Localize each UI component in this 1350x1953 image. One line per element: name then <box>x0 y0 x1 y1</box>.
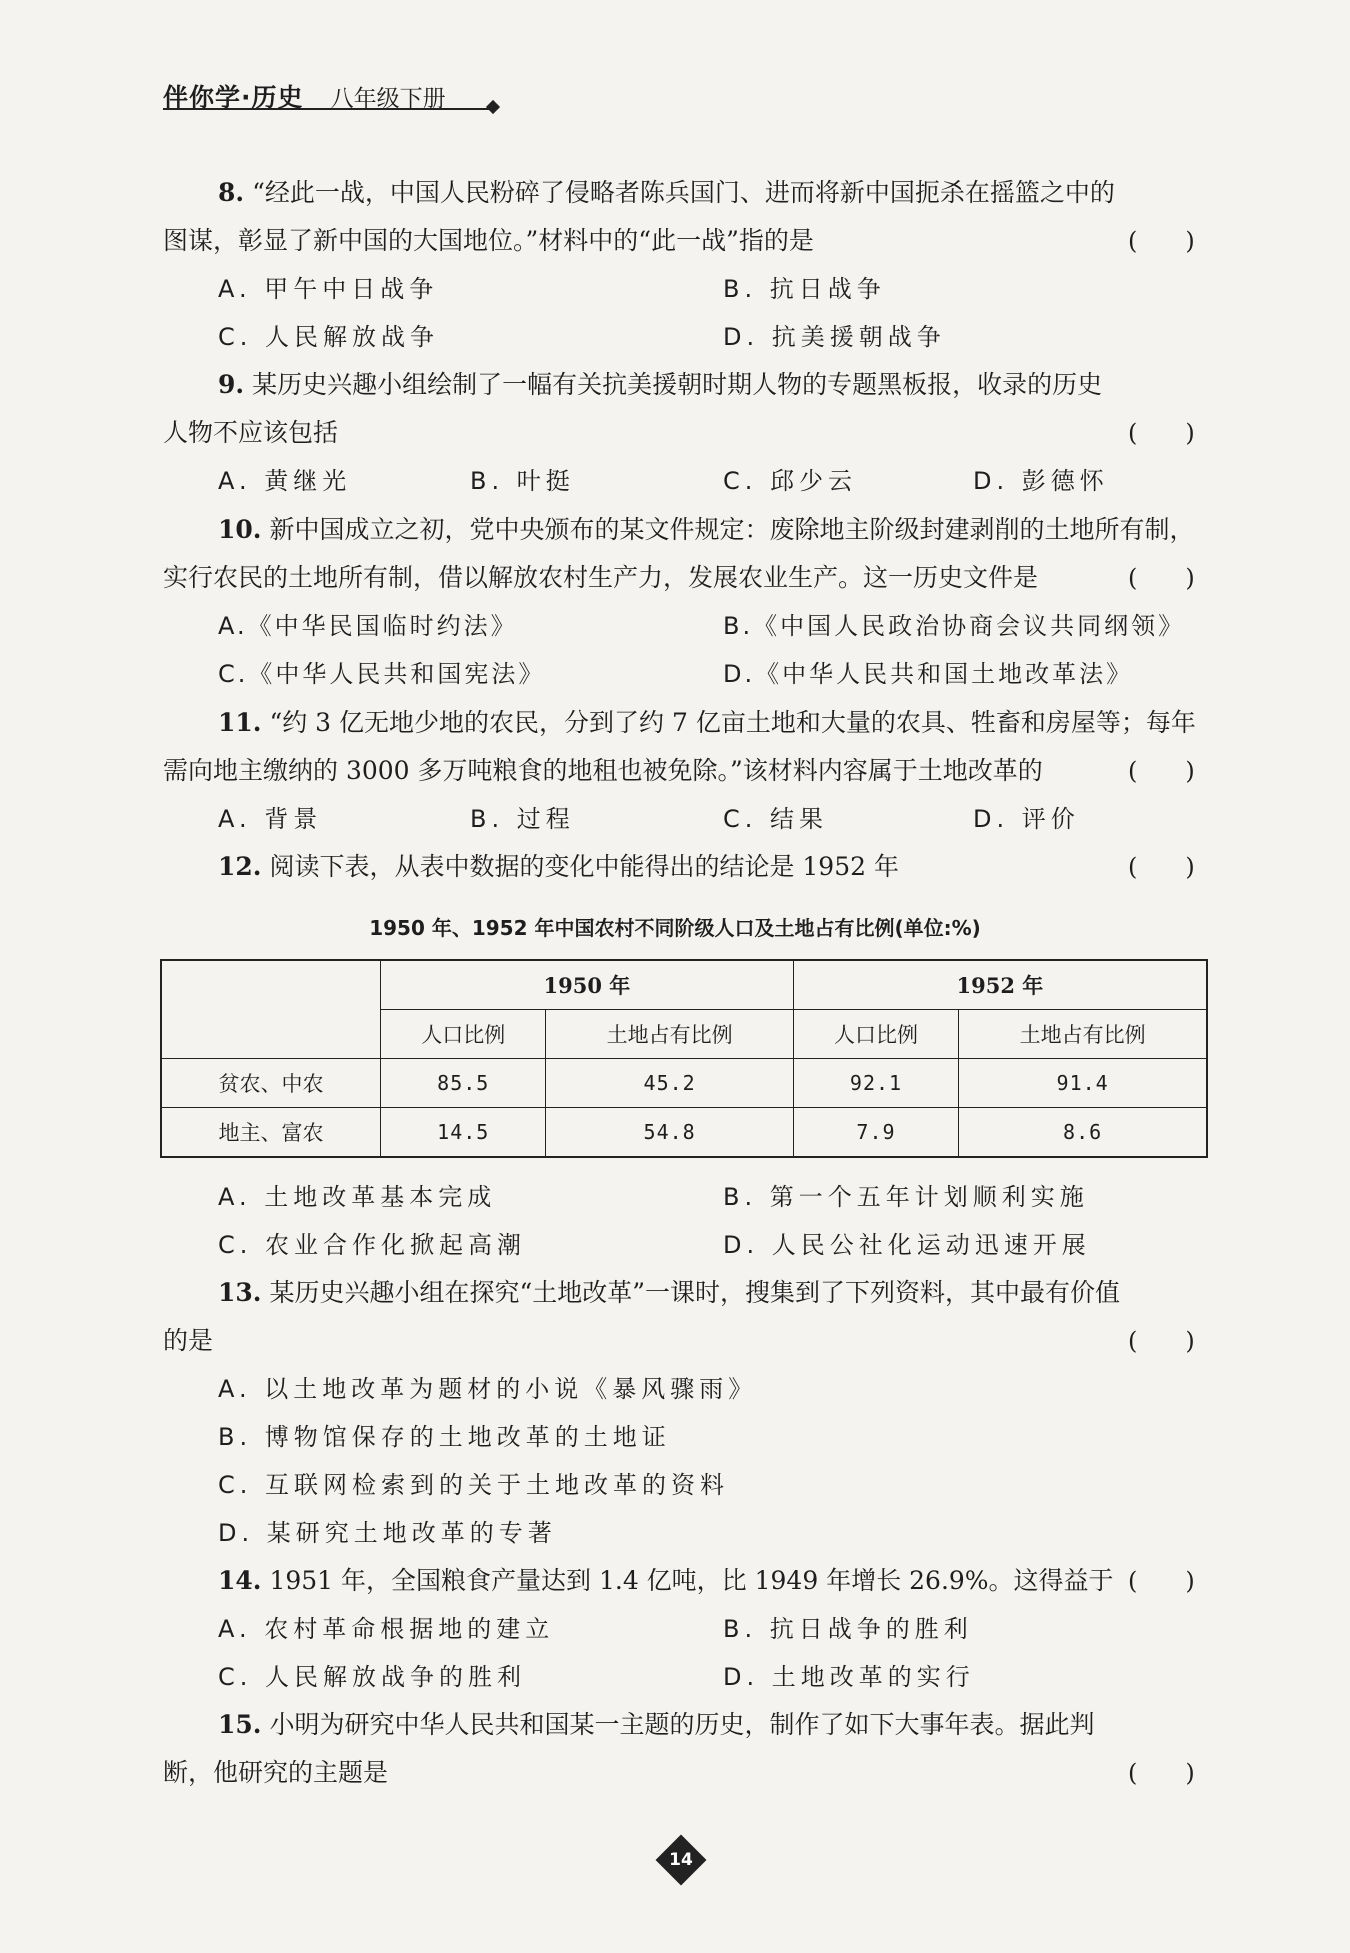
option-13a[interactable]: A. 以土地改革为题材的小说《暴风骤雨》 <box>218 1375 758 1403</box>
question-11-line-1: 11. “约 3 亿无地少地的农民，分到了约 7 亿亩土地和大量的农具、牲畜和房屋等；每年 <box>218 708 1196 737</box>
question-15-line-2: 断，他研究的主题是 <box>163 1758 389 1787</box>
option-10a[interactable]: A.《中华民国临时约法》 <box>218 612 518 640</box>
table-year-header-1950: 1950 年 <box>381 960 794 1010</box>
table-cell: 91.4 <box>959 1059 1207 1108</box>
page-header <box>163 78 446 112</box>
table-row-label: 地主、富农 <box>161 1108 381 1158</box>
answer-blank-10[interactable]: ( ) <box>1128 564 1195 592</box>
option-10b[interactable]: B.《中国人民政治协商会议共同纲领》 <box>723 612 1186 640</box>
option-11b[interactable]: B. 过程 <box>470 805 575 833</box>
answer-blank-15[interactable]: ( ) <box>1128 1759 1195 1787</box>
question-12-line-1: 12. 阅读下表，从表中数据的变化中能得出的结论是 1952 年 <box>218 852 899 881</box>
question-8-line-1: 8. “经此一战，中国人民粉碎了侵略者陈兵国门、进而将新中国扼杀在摇篮之中的 <box>218 178 1115 207</box>
option-10c[interactable]: C.《中华人民共和国宪法》 <box>218 660 546 688</box>
land-ownership-table <box>160 959 1208 1158</box>
table-year-header-1952: 1952 年 <box>793 960 1207 1010</box>
option-14d[interactable]: D. 土地改革的实行 <box>723 1663 975 1691</box>
answer-blank-12[interactable]: ( ) <box>1128 853 1195 881</box>
option-14b[interactable]: B. 抗日战争的胜利 <box>723 1615 973 1643</box>
option-13d[interactable]: D. 某研究土地改革的专著 <box>218 1519 557 1547</box>
page-number: 14 <box>669 1850 693 1870</box>
option-12b[interactable]: B. 第一个五年计划顺利实施 <box>723 1183 1089 1211</box>
option-11d[interactable]: D. 评价 <box>973 805 1080 833</box>
option-12c[interactable]: C. 农业合作化掀起高潮 <box>218 1231 527 1259</box>
question-14-line-1: 14. 1951 年，全国粮食产量达到 1.4 亿吨，比 1949 年增长 26.9%。这得益于 <box>218 1566 1114 1595</box>
table-cell: 14.5 <box>381 1108 546 1158</box>
table-cell: 54.8 <box>546 1108 793 1158</box>
question-8-line-2: 图谋，彰显了新中国的大国地位。”材料中的“此一战”指的是 <box>163 226 814 255</box>
question-11-line-2: 需向地主缴纳的 3000 多万吨粮食的地租也被免除。”该材料内容属于土地改革的 <box>163 756 1043 785</box>
option-8b[interactable]: B. 抗日战争 <box>723 275 886 303</box>
option-10d[interactable]: D.《中华人民共和国土地改革法》 <box>723 660 1134 688</box>
option-9a[interactable]: A. 黄继光 <box>218 467 352 495</box>
option-11c[interactable]: C. 结果 <box>723 805 829 833</box>
table-subheader: 土地占有比例 <box>959 1010 1207 1059</box>
table-cell: 92.1 <box>793 1059 958 1108</box>
answer-blank-9[interactable]: ( ) <box>1128 419 1195 447</box>
option-13b[interactable]: B. 博物馆保存的土地改革的土地证 <box>218 1423 671 1451</box>
table-subheader: 人口比例 <box>793 1010 958 1059</box>
option-8c[interactable]: C. 人民解放战争 <box>218 323 440 351</box>
question-9-line-2: 人物不应该包括 <box>163 418 339 447</box>
header-diamond-icon <box>486 100 500 114</box>
table-cell: 45.2 <box>546 1059 793 1108</box>
option-9c[interactable]: C. 邱少云 <box>723 467 858 495</box>
option-11a[interactable]: A. 背景 <box>218 805 323 833</box>
table-row <box>161 1108 1207 1158</box>
option-12a[interactable]: A. 土地改革基本完成 <box>218 1183 497 1211</box>
option-14a[interactable]: A. 农村革命根据地的建立 <box>218 1615 555 1643</box>
question-10-line-2: 实行农民的土地所有制，借以解放农村生产力，发展农业生产。这一历史文件是 <box>163 563 1039 592</box>
question-15-line-1: 15. 小明为研究中华人民共和国某一主题的历史，制作了如下大事年表。据此判 <box>218 1710 1095 1739</box>
header-rule <box>163 108 493 110</box>
table-cell: 7.9 <box>793 1108 958 1158</box>
table-row-label: 贫农、中农 <box>161 1059 381 1108</box>
table-subheader: 土地占有比例 <box>546 1010 793 1059</box>
option-8d[interactable]: D. 抗美援朝战争 <box>723 323 946 351</box>
table-caption: 1950 年、1952 年中国农村不同阶级人口及土地占有比例(单位:%) <box>369 916 981 940</box>
answer-blank-13[interactable]: ( ) <box>1128 1327 1195 1355</box>
table-cell: 85.5 <box>381 1059 546 1108</box>
option-8a[interactable]: A. 甲午中日战争 <box>218 275 439 303</box>
table-subheader: 人口比例 <box>381 1010 546 1059</box>
option-9b[interactable]: B. 叶挺 <box>470 467 575 495</box>
question-13-line-1: 13. 某历史兴趣小组在探究“土地改革”一课时，搜集到了下列资料，其中最有价值 <box>218 1278 1121 1307</box>
book-brand: 伴你学·历史 <box>163 83 304 112</box>
question-13-line-2: 的是 <box>163 1326 214 1355</box>
option-14c[interactable]: C. 人民解放战争的胜利 <box>218 1663 527 1691</box>
book-grade: 八年级下册 <box>330 86 446 112</box>
answer-blank-11[interactable]: ( ) <box>1128 757 1195 785</box>
option-12d[interactable]: D. 人民公社化运动迅速开展 <box>723 1231 1091 1259</box>
option-13c[interactable]: C. 互联网检索到的关于土地改革的资料 <box>218 1471 730 1499</box>
table-corner-cell <box>161 960 381 1059</box>
table-cell: 8.6 <box>959 1108 1207 1158</box>
answer-blank-14[interactable]: ( ) <box>1128 1567 1195 1595</box>
question-10-line-1: 10. 新中国成立之初，党中央颁布的某文件规定：废除地主阶级封建剥削的土地所有制， <box>218 515 1195 544</box>
question-9-line-1: 9. 某历史兴趣小组绘制了一幅有关抗美援朝时期人物的专题黑板报，收录的历史 <box>218 370 1103 399</box>
answer-blank-8[interactable]: ( ) <box>1128 227 1195 255</box>
table-row <box>161 1059 1207 1108</box>
option-9d[interactable]: D. 彭德怀 <box>973 467 1109 495</box>
